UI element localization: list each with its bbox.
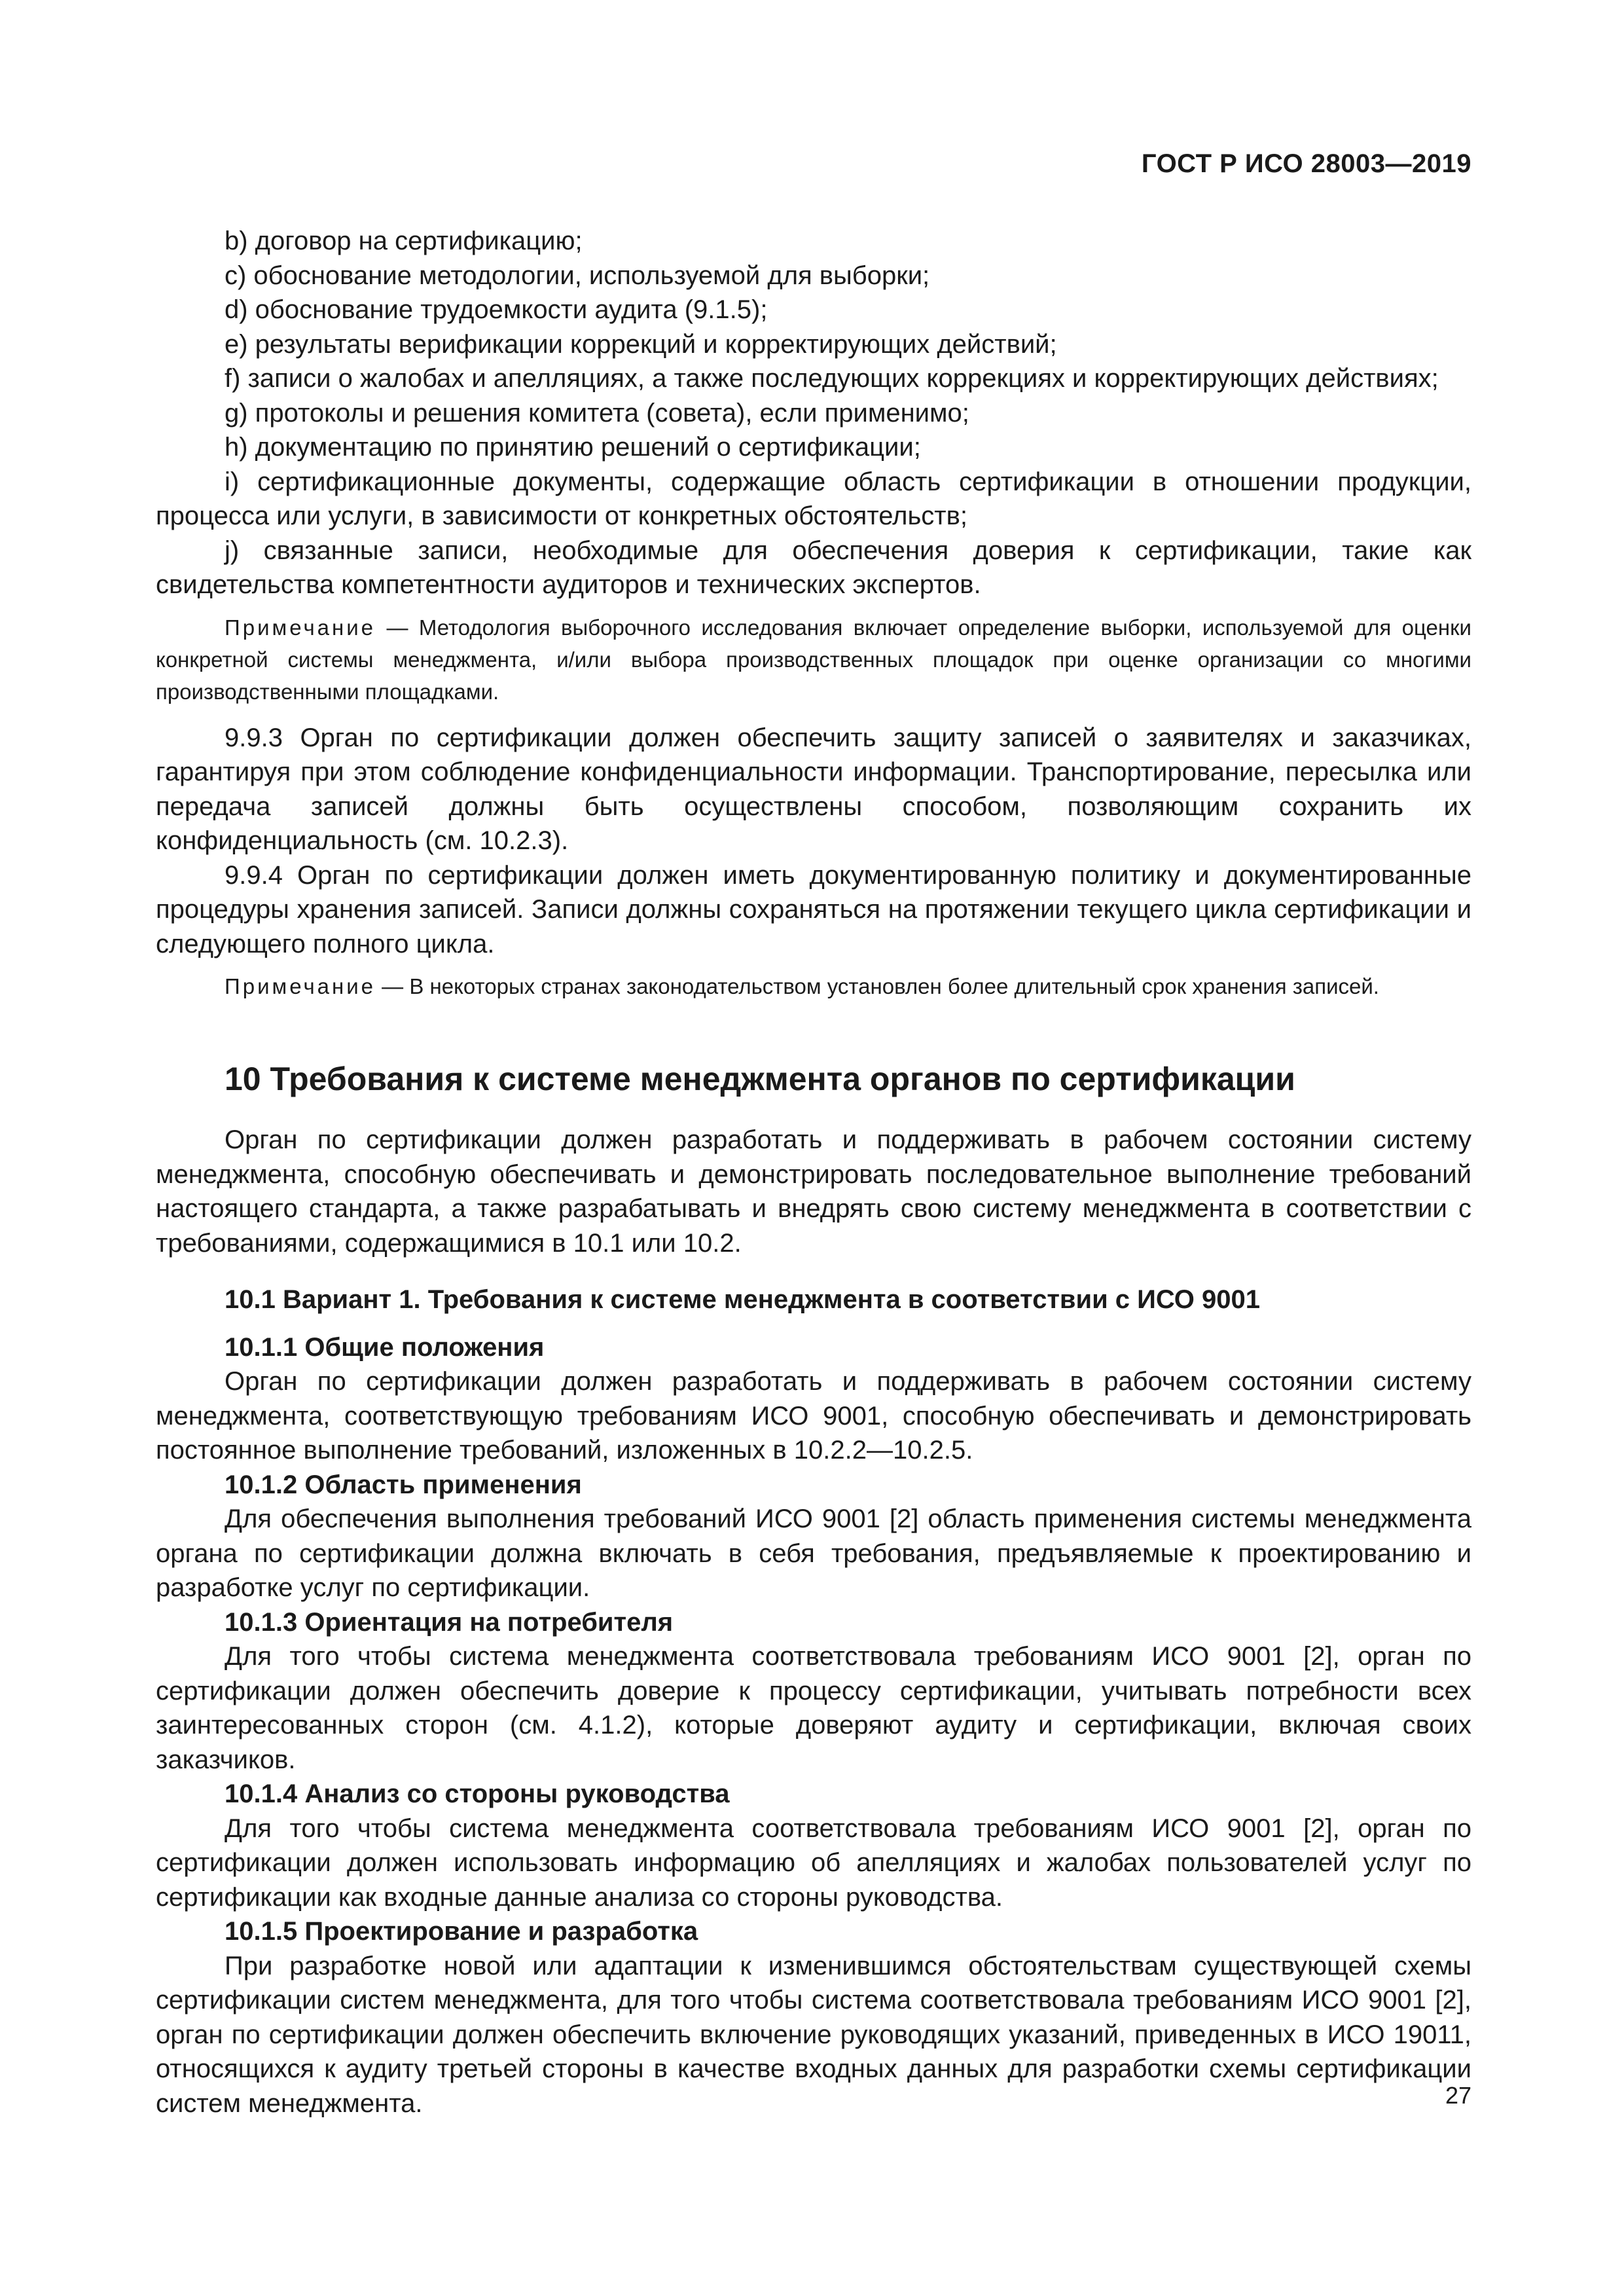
section-10-1-3-text: Для того чтобы система менеджмента соответствовала требованиям ИСО 9001 [2], орган по сертификации должен обеспечить доверие к процессу сертификации, учитывать потребности всех заинтересованных сторон (см. 4.1.2), которые доверяют аудиту и сертификации, включая своих заказчиков. [156, 1642, 1471, 1774]
section-10-intro: Орган по сертификации должен разработать и поддерживать в рабочем состоянии систему менеджмента, способную обеспечивать и демонстрировать последовательное выполнение требований настоящего стандарта, а также разрабатывать и внедрять свою систему менеджмента в соответствии с требованиями, содержащимися в 10.1 или 10.2. [156, 1125, 1471, 1258]
list-item: d) обоснование трудоемкости аудита (9.1.5); [225, 295, 768, 324]
note-1 [156, 611, 1471, 708]
section-10-1-3-title: 10.1.3 Ориентация на потребителя [225, 1607, 674, 1637]
section-10-1-4-title: 10.1.4 Анализ со стороны руководства [225, 1779, 730, 1808]
note-2 [156, 970, 1471, 1002]
list-item-j: j) связанные записи, необходимые для обеспечения доверия к сертификации, такие как свидетельства компетентности аудиторов и технических экспертов. [156, 536, 1471, 599]
section-10-title: 10 Требования к системе менеджмента органов по сертификации [225, 1061, 1295, 1097]
list-item: f) записи о жалобах и апелляциях, а также последующих коррекциях и корректирующих действиях; [225, 364, 1439, 393]
list-item: g) протоколы и решения комитета (совета), если применимо; [225, 398, 969, 428]
page-content [156, 224, 1471, 2121]
list-item: e) результаты верификации коррекций и корректирующих действий; [225, 329, 1057, 359]
section-10-1-4-text: Для того чтобы система менеджмента соответствовала требованиям ИСО 9001 [2], орган по сертификации должен использовать информацию об апелляциях и жалобах пользователей услуг по сертификации как входные данные анализа со стороны руководства. [156, 1813, 1471, 1912]
document-header: ГОСТ Р ИСО 28003—2019 [1141, 149, 1471, 178]
list-item: b) договор на сертификацию; [225, 227, 583, 255]
section-10-1-2-title: 10.1.2 Область применения [225, 1470, 582, 1499]
paragraph-9-9-3: 9.9.3 Орган по сертификации должен обеспечить защиту записей о заявителях и заказчиках, гарантируя при этом соблюдение конфиденциальности информации. Транспортирование, пересылка или передача записей должны быть осуществлены способом, позволяющим сохранить их конфиденциальность (см. 10.2.3). [156, 723, 1471, 855]
list-item: h) документацию по принятию решений о сертификации; [225, 433, 921, 462]
section-10-1-2-text: Для обеспечения выполнения требований ИСО 9001 [2] область применения системы менеджмента органа по сертификации должна включать в себя требования, предъявляемые к проектированию и разработке услуг по сертификации. [156, 1504, 1471, 1602]
list-item-i: i) сертификационные документы, содержащие область сертификации в отношении продукции, процесса или услуги, в зависимости от конкретных обстоятельств; [156, 467, 1471, 530]
note-label: Примечание [225, 974, 376, 998]
section-10-1-5-title: 10.1.5 Проектирование и разработка [225, 1917, 698, 1946]
section-10-1-5-text: При разработке новой или адаптации к изменившимся обстоятельствам существующей схемы сертификации систем менеджмента, для того чтобы система соответствовала требованиям ИСО 9001 [2], орган по сертификации должен обеспечить включение руководящих указаний, приведенных в ИСО 19011, относящихся к аудиту третьей стороны в качестве входных данных для разработки схемы сертификации систем менеджмента. [156, 1951, 1471, 2118]
list-item: c) обоснование методологии, используемой для выборки; [225, 261, 930, 290]
note-label: Примечание [225, 615, 376, 640]
note-text: — В некоторых странах законодательством установлен более длительный срок хранения записей. [376, 974, 1379, 998]
section-10-1-1-title: 10.1.1 Общие положения [225, 1332, 545, 1362]
page-number: 27 [1445, 2082, 1471, 2109]
section-10-1-title: 10.1 Вариант 1. Требования к системе менеджмента в соответствии с ИСО 9001 [225, 1285, 1261, 1314]
note-text: — Методология выборочного исследования включает определение выборки, используемой для оценки конкретной системы менеджмента, и/или выбора производственных площадок при оценке организации со многими производственными площадками. [156, 615, 1471, 704]
paragraph-9-9-4: 9.9.4 Орган по сертификации должен иметь документированную политику и документированные процедуры хранения записей. Записи должны сохраняться на протяжении текущего цикла сертификации и следующего полного цикла. [156, 860, 1471, 958]
section-10-1-1-text: Орган по сертификации должен разработать и поддерживать в рабочем состоянии систему менеджмента, соответствующую требованиям ИСО 9001, способную обеспечивать и демонстрировать постоянное выполнение требований, изложенных в 10.2.2—10.2.5. [156, 1367, 1471, 1465]
